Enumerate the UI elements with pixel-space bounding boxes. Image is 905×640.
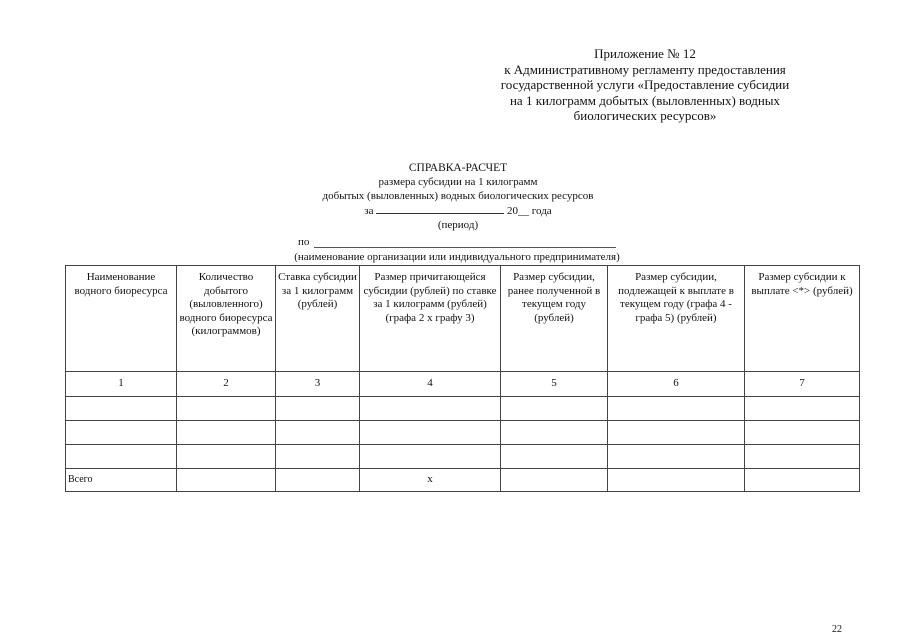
table-header-row [66,266,860,372]
column-number: 1 [66,372,177,397]
appendix-line: биологических ресурсов» [573,108,717,124]
header-subsidy-to-pay: Размер субсидии к выплате <*> (рублей) [745,266,860,372]
period-line [230,203,686,218]
column-number: 5 [501,372,608,397]
table-cell[interactable] [608,445,745,469]
table-cell[interactable] [276,469,360,492]
organization-prefix: по [298,236,310,248]
column-number: 2 [177,372,276,397]
appendix-line: Приложение № 12 [594,46,696,61]
appendix-header [462,46,828,124]
header-quantity: Количество добытого (выловленного) водного биоресурса (килограммов) [177,266,276,372]
form-subtitle: размера субсидии на 1 килограмм [378,176,538,188]
table-row [66,445,860,469]
form-title: СПРАВКА-РАСЧЕТ [408,162,508,174]
header-payable-subsidy: Размер субсидии, подлежащей к выплате в текущем году (графа 4 - графа 5) (рублей) [608,266,745,372]
table-cell[interactable] [276,421,360,445]
header-rate: Ставка субсидии за 1 килограмм (рублей) [276,266,360,372]
table-cell[interactable] [66,445,177,469]
table-cell[interactable] [276,397,360,421]
table-row [66,397,860,421]
table-cell[interactable] [608,397,745,421]
form-subtitle: добытых (выловленных) водных биологических ресурсов [322,190,594,202]
table-cell[interactable] [745,469,860,492]
table-cell[interactable] [501,397,608,421]
table-cell[interactable] [360,397,501,421]
period-blank[interactable] [376,203,504,214]
table-cell[interactable] [501,421,608,445]
appendix-line: на 1 килограмм добытых (выловленных) водных [509,92,781,108]
period-year: 20__ года [507,205,552,217]
table-cell[interactable] [360,445,501,469]
table-cell[interactable] [608,469,745,492]
table-cell[interactable] [745,445,860,469]
column-number: 3 [276,372,360,397]
table-cell[interactable] [177,397,276,421]
table-cell[interactable] [745,421,860,445]
table-cell[interactable] [177,445,276,469]
period-prefix: за [364,205,374,217]
table-cell[interactable] [360,421,501,445]
table-row [66,421,860,445]
table-cell[interactable] [276,445,360,469]
column-number: 6 [608,372,745,397]
column-number-row [66,372,860,397]
table-cell[interactable] [66,397,177,421]
total-row [66,469,860,492]
table-cell[interactable] [177,469,276,492]
column-number: 4 [360,372,501,397]
organization-caption: (наименование организации или индивидуального предпринимателя) [294,251,620,263]
total-col4-mark: x [360,469,501,492]
column-number: 7 [745,372,860,397]
table-cell[interactable] [501,469,608,492]
period-caption: (период) [437,219,479,231]
appendix-line: к Административному регламенту предоставления [504,61,786,77]
table-cell[interactable] [745,397,860,421]
appendix-line: государственной услуги «Предоставление субсидии [500,77,790,93]
total-label: Всего [66,469,177,492]
calculation-table [65,265,860,492]
header-received-subsidy: Размер субсидии, ранее полученной в текущем году (рублей) [501,266,608,372]
header-due-subsidy: Размер причитающейся субсидии (рублей) по ставке за 1 килограмм (рублей) (графа 2 х графу 3) [360,266,501,372]
table-cell[interactable] [608,421,745,445]
table-cell[interactable] [501,445,608,469]
table-cell[interactable] [177,421,276,445]
page-number: 22 [832,624,842,635]
form-title-block [230,161,686,232]
header-resource-name: Наименование водного биоресурса [66,266,177,372]
organization-blank[interactable] [314,247,616,248]
table-cell[interactable] [66,421,177,445]
